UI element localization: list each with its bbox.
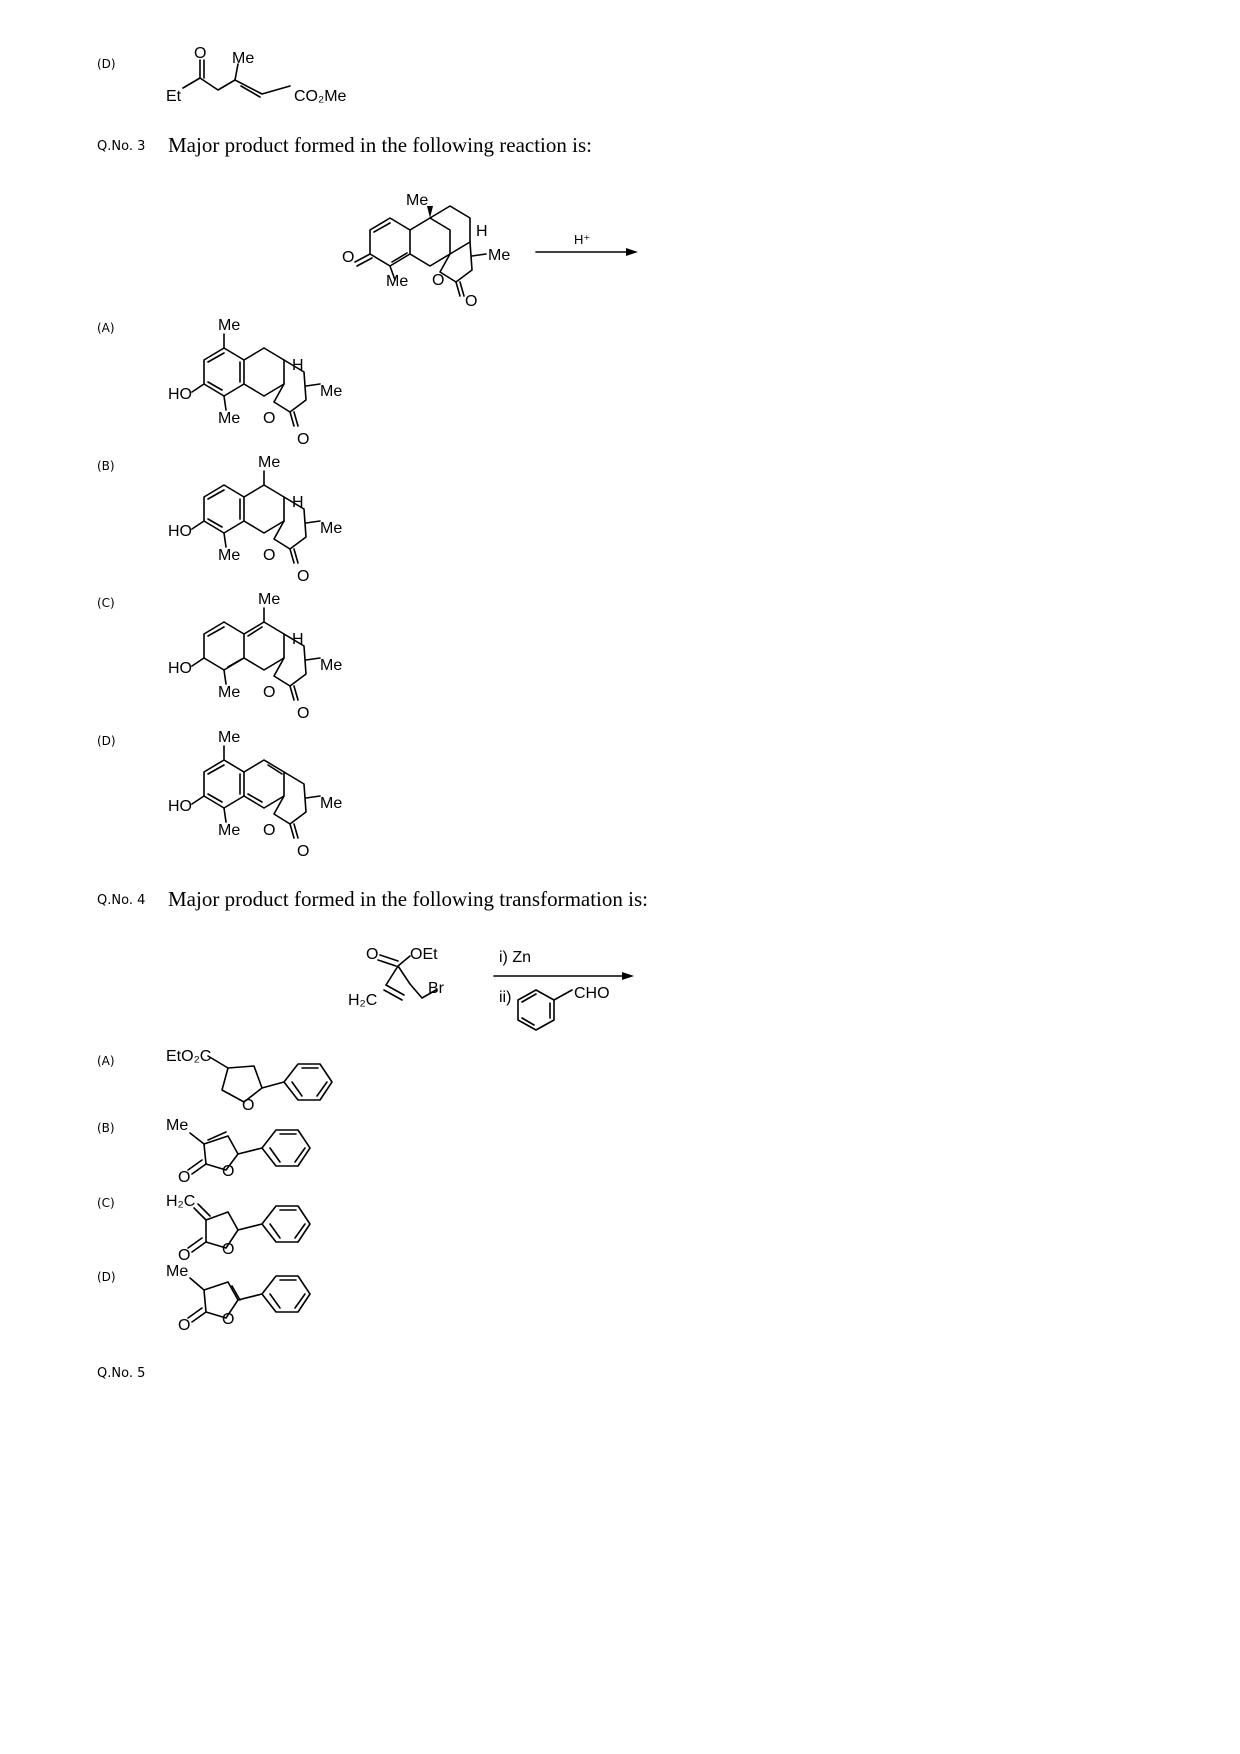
atom-label: Me <box>320 795 343 812</box>
atom-label: Me <box>218 547 241 564</box>
atom-label: Et <box>166 88 182 105</box>
reagent-label: ii) <box>499 989 512 1006</box>
option-label: (D) <box>97 57 116 71</box>
atom-label: H₂C <box>348 992 378 1009</box>
atom-label: O <box>263 822 276 839</box>
atom-label: O <box>194 45 207 62</box>
atom-label: Me <box>258 591 281 608</box>
atom-label: Me <box>166 1263 189 1280</box>
atom-label: O <box>178 1169 191 1186</box>
reagent-label: CHO <box>574 985 610 1002</box>
atom-label: O <box>242 1097 255 1114</box>
atom-label: Me <box>320 657 343 674</box>
atom-label: H <box>292 494 304 511</box>
option-label: (D) <box>97 734 116 748</box>
atom-label: H <box>292 631 304 648</box>
atom-label: H <box>292 357 304 374</box>
atom-label: O <box>342 249 355 266</box>
option-label: (B) <box>97 459 115 473</box>
atom-label: O <box>297 431 310 448</box>
atom-label: Me <box>232 50 255 67</box>
atom-label: Me <box>218 410 241 427</box>
question-number: Q.No. 5 <box>97 1366 146 1381</box>
question-number: Q.No. 4 <box>97 893 146 908</box>
atom-label: O <box>178 1317 191 1334</box>
atom-label: Me <box>218 822 241 839</box>
atom-label: Me <box>166 1117 189 1134</box>
atom-label: Me <box>218 729 241 746</box>
option-label: (C) <box>97 596 115 610</box>
atom-label: O <box>297 705 310 722</box>
option-label: (D) <box>97 1270 116 1284</box>
atom-label: H <box>476 223 488 240</box>
atom-label: O <box>222 1241 235 1258</box>
atom-label: O <box>178 1247 191 1264</box>
option-label: (A) <box>97 1054 115 1068</box>
option-label: (C) <box>97 1196 115 1210</box>
atom-label: Me <box>218 684 241 701</box>
atom-label: Me <box>320 520 343 537</box>
atom-label: CO₂Me <box>294 88 347 105</box>
atom-label: O <box>297 568 310 585</box>
atom-label: Br <box>428 980 444 997</box>
atom-label: O <box>297 843 310 860</box>
atom-label: Me <box>320 383 343 400</box>
atom-label: Me <box>386 273 409 290</box>
atom-label: HO <box>168 798 192 815</box>
atom-label: H₂C <box>166 1193 196 1210</box>
atom-label: EtO₂C <box>166 1048 212 1065</box>
question-text: Major product formed in the following transformation is: <box>168 887 648 911</box>
atom-label: Me <box>258 454 281 471</box>
atom-label: O <box>465 293 478 310</box>
atom-label: O <box>263 547 276 564</box>
atom-label: O <box>263 410 276 427</box>
atom-label: Me <box>406 192 429 209</box>
atom-label: OEt <box>410 946 438 963</box>
question-number: Q.No. 3 <box>97 139 146 154</box>
atom-label: O <box>366 946 379 963</box>
option-label: (A) <box>97 321 115 335</box>
atom-label: Me <box>218 317 241 334</box>
atom-label: HO <box>168 386 192 403</box>
atom-label: HO <box>168 660 192 677</box>
atom-label: HO <box>168 523 192 540</box>
atom-label: O <box>222 1163 235 1180</box>
atom-label: O <box>432 272 445 289</box>
atom-label: Me <box>488 247 511 264</box>
atom-label: O <box>263 684 276 701</box>
question-text: Major product formed in the following reaction is: <box>168 133 592 157</box>
option-label: (B) <box>97 1121 115 1135</box>
reagent-label: i) Zn <box>499 949 531 966</box>
reagent-label: H⁺ <box>574 232 591 247</box>
atom-label: O <box>222 1311 235 1328</box>
